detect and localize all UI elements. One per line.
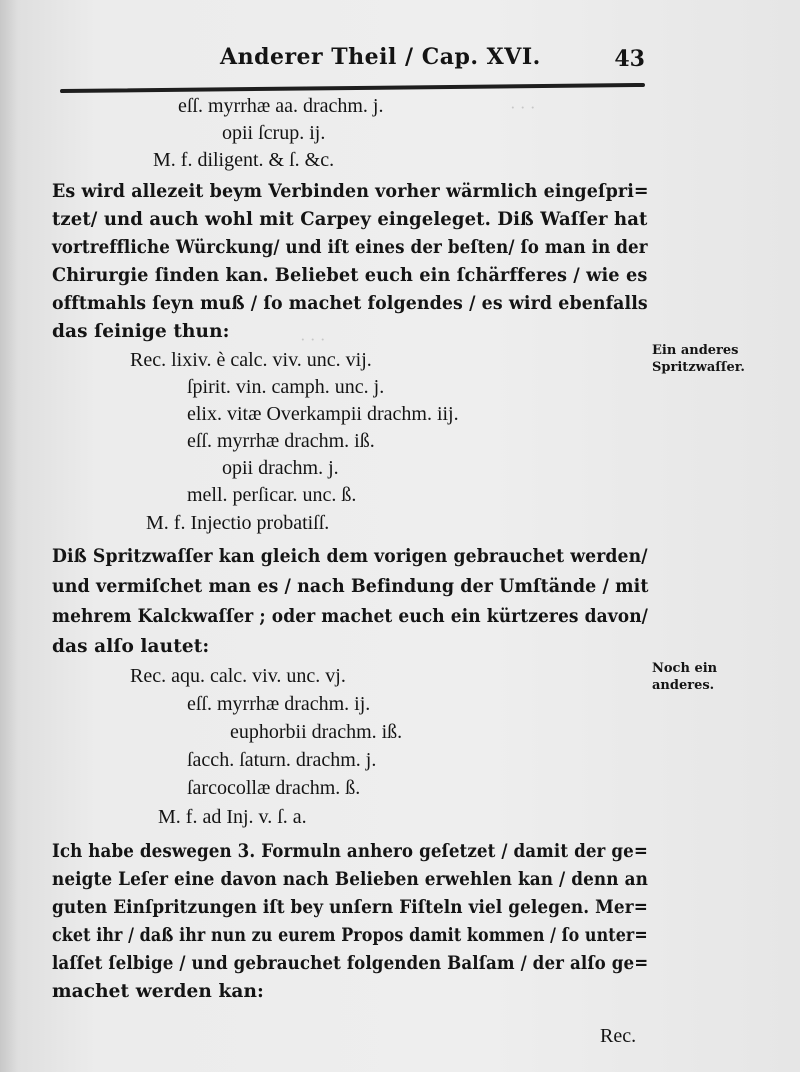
text-line: guten Einſpritzungen iſt bey unſern Fiſteln viel gelegen. Mer= bbox=[52, 897, 648, 918]
recipe-line: M. f. Injectio probatiſſ. bbox=[146, 512, 330, 534]
text-line: tzet/ und auch wohl mit Carpey eingeleget. Diß Waſſer hat bbox=[52, 209, 648, 230]
text-line: das alſo lautet: bbox=[52, 636, 210, 657]
recipe-line: ſarcocollæ drachm. ß. bbox=[187, 777, 361, 799]
recipe-line: euphorbii drachm. iß. bbox=[230, 721, 403, 743]
recipe-line: opii drachm. j. bbox=[222, 457, 339, 479]
text-line: Es wird allezeit beym Verbinden vorher wärmlich eingeſpri= bbox=[52, 181, 649, 202]
catchword: Rec. bbox=[600, 1025, 637, 1047]
recipe-line: M. f. ad Inj. v. ſ. a. bbox=[158, 806, 307, 828]
text-line: und vermiſchet man es / nach Befindung der Umſtände / mit bbox=[52, 576, 649, 597]
recipe-line: mell. perſicar. unc. ß. bbox=[187, 484, 357, 506]
text-line: opii ſcrup. ij. bbox=[222, 122, 326, 144]
text-line: neigte Leſer eine davon nach Belieben erwehlen kan / denn an bbox=[52, 869, 648, 890]
text-line: Ich habe deswegen 3. Formuln anhero geſetzet / damit der ge= bbox=[52, 841, 648, 862]
recipe-line: elix. vitæ Overkampii drachm. iij. bbox=[187, 403, 459, 425]
page-number: 43 bbox=[614, 46, 645, 72]
text-line: vortreffliche Würckung/ und iſt eines der beſten/ ſo man in der bbox=[52, 237, 648, 258]
text-line: machet werden kan: bbox=[52, 981, 264, 1002]
text-line: mehrem Kalckwaſſer ; oder machet euch ein kürtzeres davon/ bbox=[52, 606, 649, 627]
running-header bbox=[175, 42, 655, 82]
margin-note: Ein anderes Spritzwaſſer. bbox=[652, 343, 745, 375]
text-line: M. f. diligent. & ſ. &c. bbox=[153, 149, 335, 171]
text-line: Chirurgie ſinden kan. Beliebet euch ein ſchärfferes / wie es bbox=[52, 265, 648, 286]
text-line: Diß Spritzwaſſer kan gleich dem vorigen gebrauchet werden/ bbox=[52, 546, 648, 567]
recipe-line: eſſ. myrrhæ drachm. ij. bbox=[187, 693, 371, 715]
recipe-line: ſpirit. vin. camph. unc. j. bbox=[187, 376, 385, 398]
header-title: Anderer Theil / Cap. XVI. bbox=[220, 44, 541, 70]
bleed-through: · · · bbox=[510, 98, 536, 117]
text-line: das ſeinige thun: bbox=[52, 321, 230, 342]
text-line: eſſ. myrrhæ aa. drachm. j. bbox=[178, 95, 384, 117]
text-line: laſſet ſelbige / und gebrauchet folgenden Balſam / der alſo ge= bbox=[52, 953, 649, 974]
margin-note: Noch ein anderes. bbox=[652, 661, 718, 693]
recipe-line: eſſ. myrrhæ drachm. iß. bbox=[187, 430, 375, 452]
text-line: cket ihr / daß ihr nun zu eurem Propos damit kommen / ſo unter= bbox=[52, 925, 648, 946]
page-gutter-shadow bbox=[0, 0, 18, 1072]
recipe-line: ſacch. ſaturn. drachm. j. bbox=[187, 749, 377, 771]
recipe-line: Rec. lixiv. è calc. viv. unc. vij. bbox=[130, 349, 372, 371]
recipe-line: Rec. aqu. calc. viv. unc. vj. bbox=[130, 665, 346, 687]
bleed-through: · · · bbox=[300, 330, 326, 349]
text-line: offtmahls ſeyn muß / ſo machet folgendes / es wird ebenfalls bbox=[52, 293, 648, 314]
header-rule bbox=[60, 83, 645, 93]
